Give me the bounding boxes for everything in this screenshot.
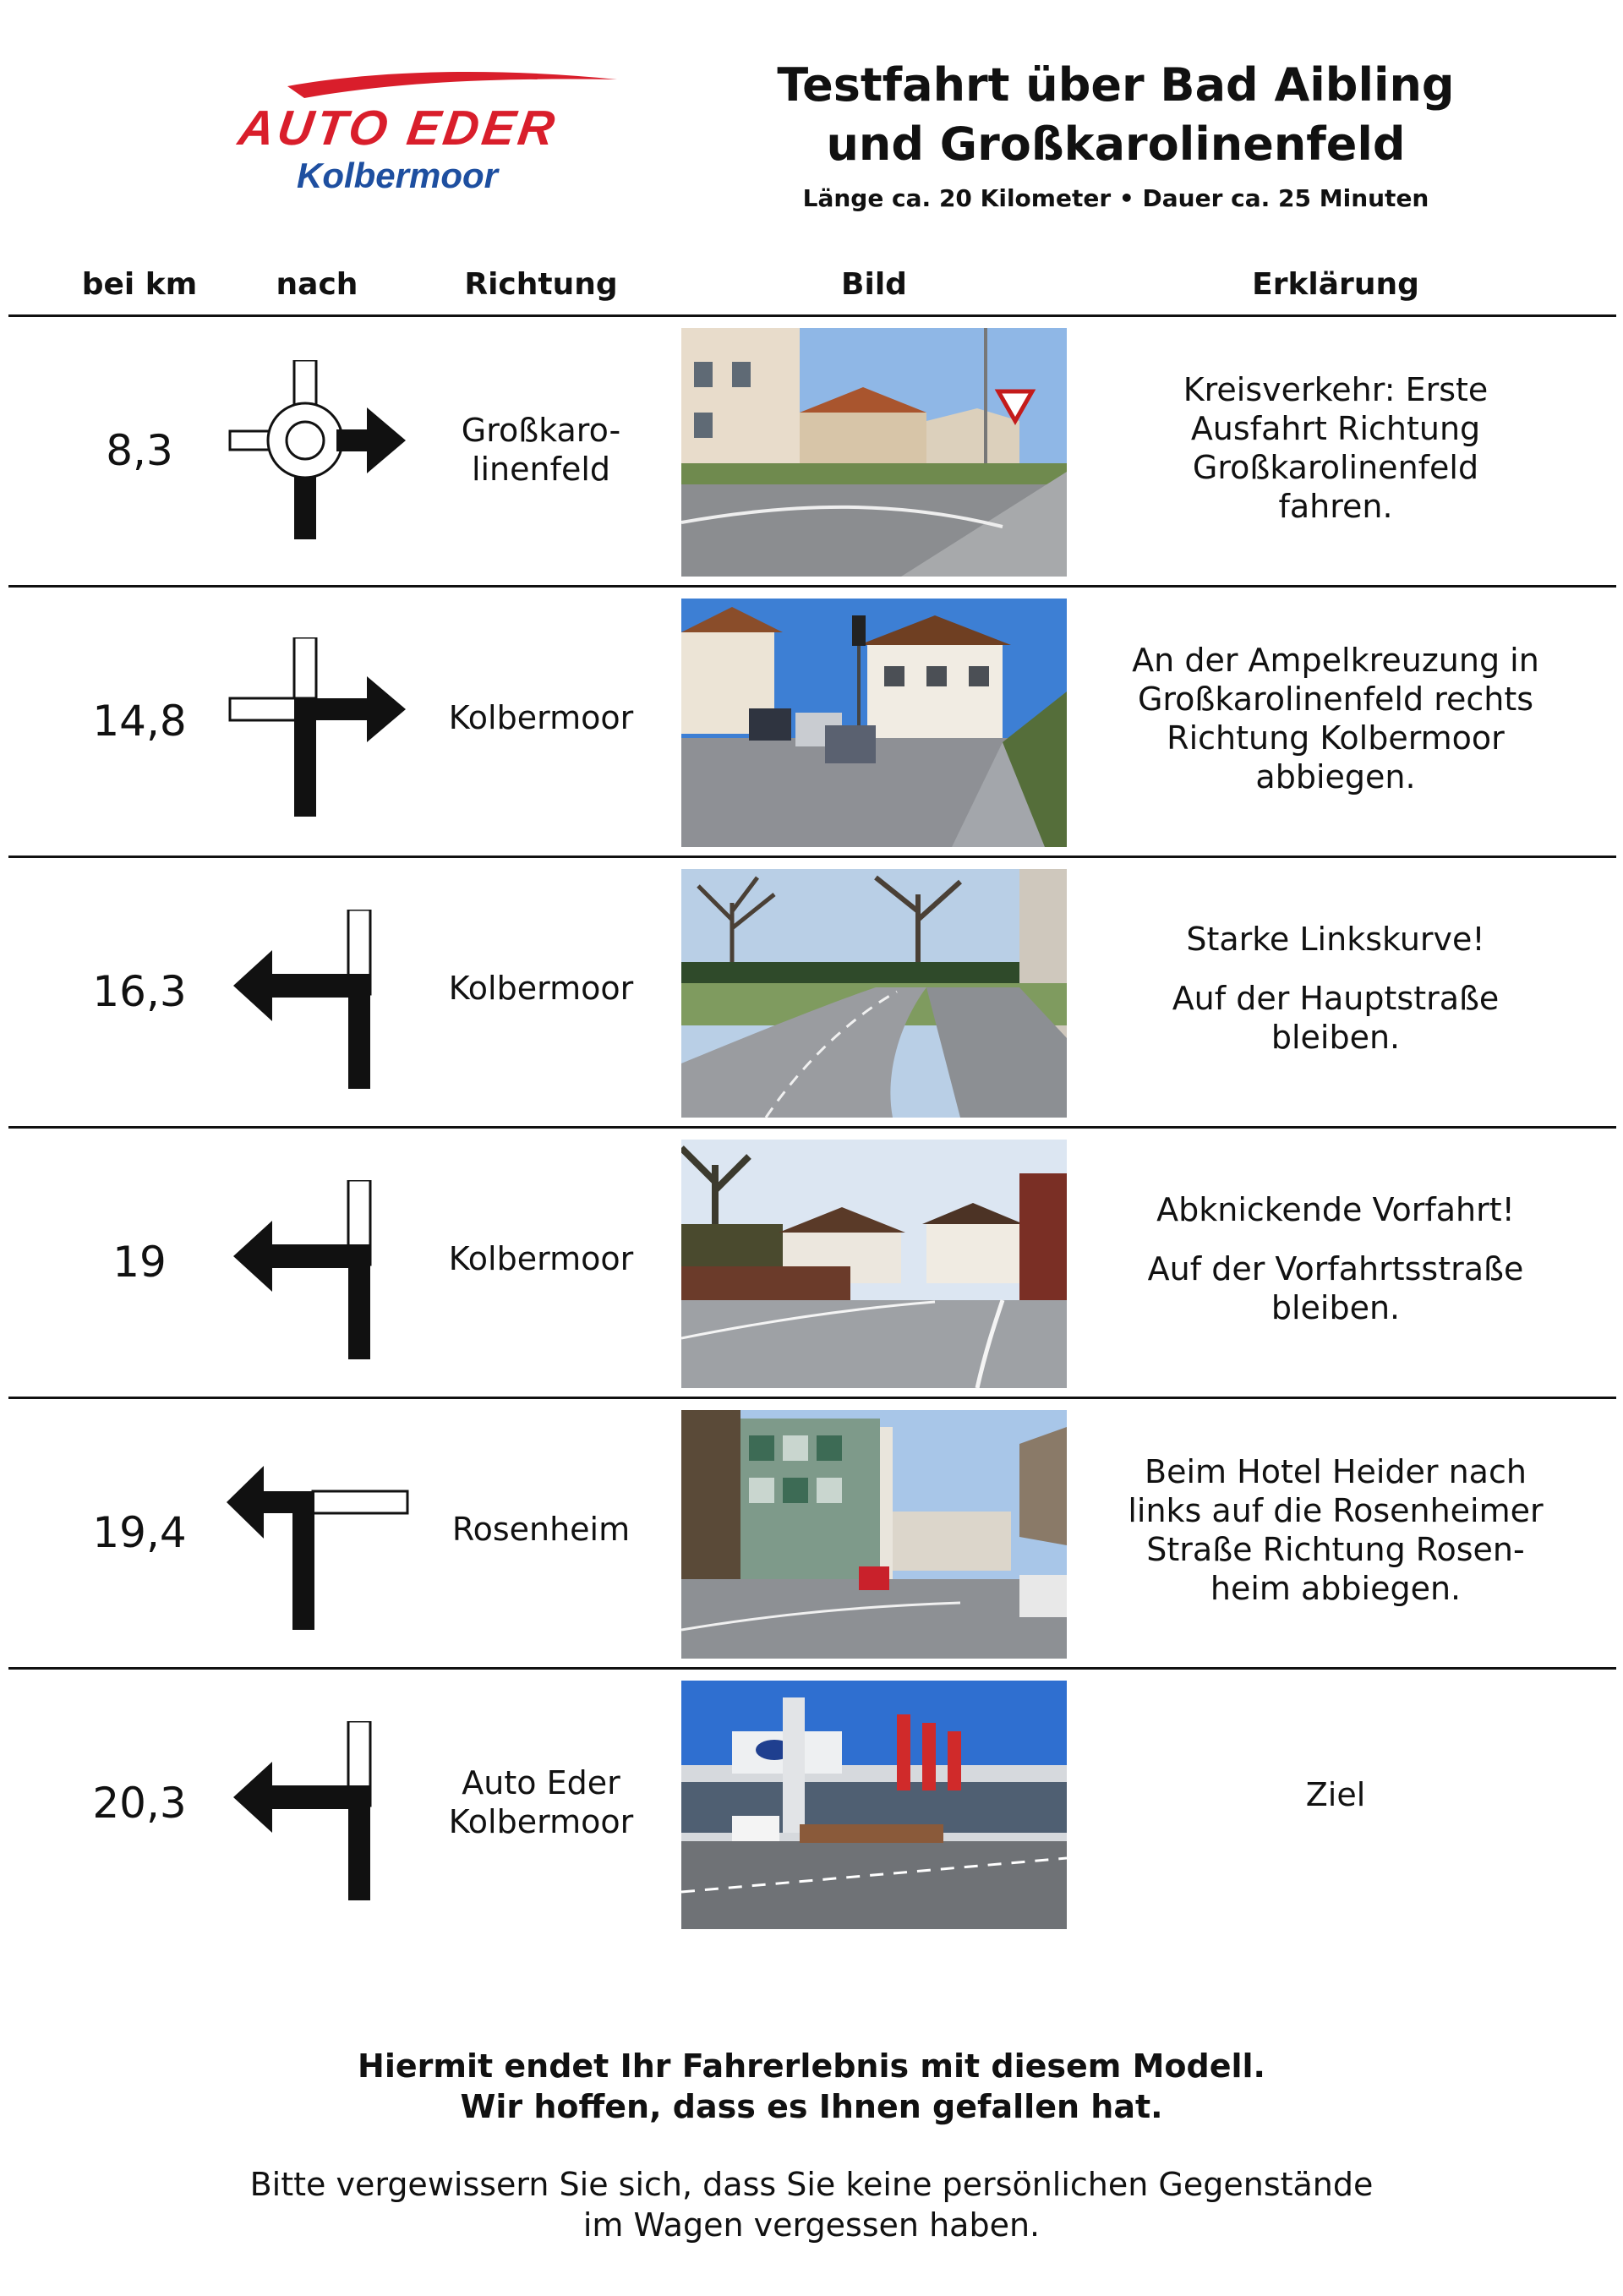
explanation-paragraph [1099,370,1572,526]
crossing-right-arrow-icon [220,637,414,823]
direction-text [414,698,668,737]
explanation-line: Großkarolinenfeld [1192,449,1479,486]
direction-line: Kolbermoor [448,970,634,1007]
reminder-line-1: Bitte vergewissern Sie sich, dass Sie keine persönlichen Gegenstände [249,2166,1374,2203]
explanation-line: links auf die Rosenheimer [1128,1492,1544,1529]
explanation-line: fahren. [1278,488,1393,525]
curve-left-arrow-icon [220,1180,414,1366]
hotel-heider-street-photo [681,1410,1067,1659]
explanation-paragraph [1099,641,1572,796]
direction-line: Rosenheim [451,1511,631,1548]
row-divider [8,856,1616,858]
explanation-line: bleiben. [1271,1289,1401,1326]
curve-left-arrow-icon [220,1721,414,1907]
direction-line: Kolbermoor [448,1803,634,1840]
col-head-erklaerung: Erklärung [1252,267,1419,302]
km-value: 8,3 [106,426,173,475]
km-value: 16,3 [92,967,187,1016]
explanation-paragraph [1099,1775,1572,1814]
col-head-richtung: Richtung [464,267,618,302]
direction-line: Kolbermoor [448,699,634,736]
explanation-line: Starke Linkskurve! [1186,921,1485,958]
route-subtitle: Länge ca. 20 Kilometer • Dauer ca. 25 Minuten [802,184,1429,212]
closing-line-2: Wir hoffen, dass es Ihnen gefallen hat. [460,2088,1163,2125]
explanation-paragraph [1099,979,1572,1057]
explanation-line: Kreisverkehr: Erste [1183,371,1489,408]
table-row [0,1670,1623,1941]
reminder-line-2: im Wagen vergessen haben. [582,2206,1041,2244]
explanation-line: Abknickende Vorfahrt! [1156,1191,1515,1228]
explanation-text [1099,370,1572,546]
roundabout-street-photo [681,328,1067,577]
km-value: 19,4 [92,1508,187,1557]
row-divider [8,1126,1616,1129]
explanation-line: Richtung Kolbermoor [1167,719,1505,757]
closing-message [135,2046,1488,2127]
ford-dealership-photo [681,1681,1067,1929]
explanation-paragraph [1099,1249,1572,1327]
col-head-nach: nach [276,267,358,302]
table-row [0,588,1623,859]
explanation-line: Ziel [1305,1776,1366,1813]
table-row [0,318,1623,588]
explanation-text [1099,1775,1572,1834]
table-row [0,1400,1623,1670]
direction-line: Großkaro- [461,412,621,449]
auto-eder-logo [144,68,651,203]
explanation-line: Großkarolinenfeld rechts [1137,681,1534,718]
explanation-text [1099,641,1572,817]
row-divider [8,1667,1616,1670]
explanation-line: Ausfahrt Richtung [1190,410,1481,447]
header-divider [8,314,1616,317]
reminder-message [135,2164,1488,2245]
explanation-text [1099,1452,1572,1628]
explanation-line: Auf der Hauptstraße [1172,980,1500,1017]
table-row [0,859,1623,1129]
direction-line: linenfeld [471,451,611,488]
explanation-paragraph [1099,1190,1572,1229]
explanation-line: Auf der Vorfahrtsstraße [1147,1250,1524,1287]
priority-road-photo [681,1140,1067,1388]
closing-line-1: Hiermit endet Ihr Fahrerlebnis mit diesem Modell. [358,2047,1265,2085]
explanation-paragraph [1099,920,1572,959]
explanation-line: An der Ampelkreuzung in [1132,642,1539,679]
explanation-line: Beim Hotel Heider nach [1145,1453,1527,1490]
direction-line: Kolbermoor [448,1240,634,1277]
roundabout-right-arrow-icon [220,360,414,546]
direction-text [414,1510,668,1549]
explanation-line: Straße Richtung Rosen- [1146,1531,1525,1568]
direction-text [414,969,668,1008]
page-title-line-1: Testfahrt über Bad Aibling [777,58,1455,112]
col-head-bild: Bild [841,267,907,302]
km-value: 14,8 [92,697,187,746]
page-title-line-2: und Großkarolinenfeld [826,118,1406,171]
table-header [0,267,1623,318]
explanation-text [1099,1190,1572,1348]
junction-left-arrow-icon [220,1451,414,1637]
direction-text [414,1763,668,1841]
title-block [727,56,1505,212]
logo-brand-name: AUTO EDER [235,101,561,156]
km-value: 19 [112,1238,167,1287]
table-row [0,1129,1623,1400]
direction-text [414,411,668,489]
traffic-light-crossing-photo [681,599,1067,847]
logo-city-name: Kolbermoor [296,156,498,195]
direction-text [414,1239,668,1278]
col-head-km: bei km [81,267,198,302]
direction-line: Auto Eder [462,1764,620,1801]
explanation-line: heim abbiegen. [1210,1570,1462,1607]
explanation-text [1099,920,1572,1077]
row-divider [8,1397,1616,1399]
explanation-paragraph [1099,1452,1572,1608]
explanation-line: abbiegen. [1255,758,1416,795]
explanation-line: bleiben. [1271,1019,1401,1056]
row-divider [8,585,1616,588]
curve-left-arrow-icon [220,910,414,1096]
left-curve-road-photo [681,869,1067,1118]
km-value: 20,3 [92,1779,187,1828]
